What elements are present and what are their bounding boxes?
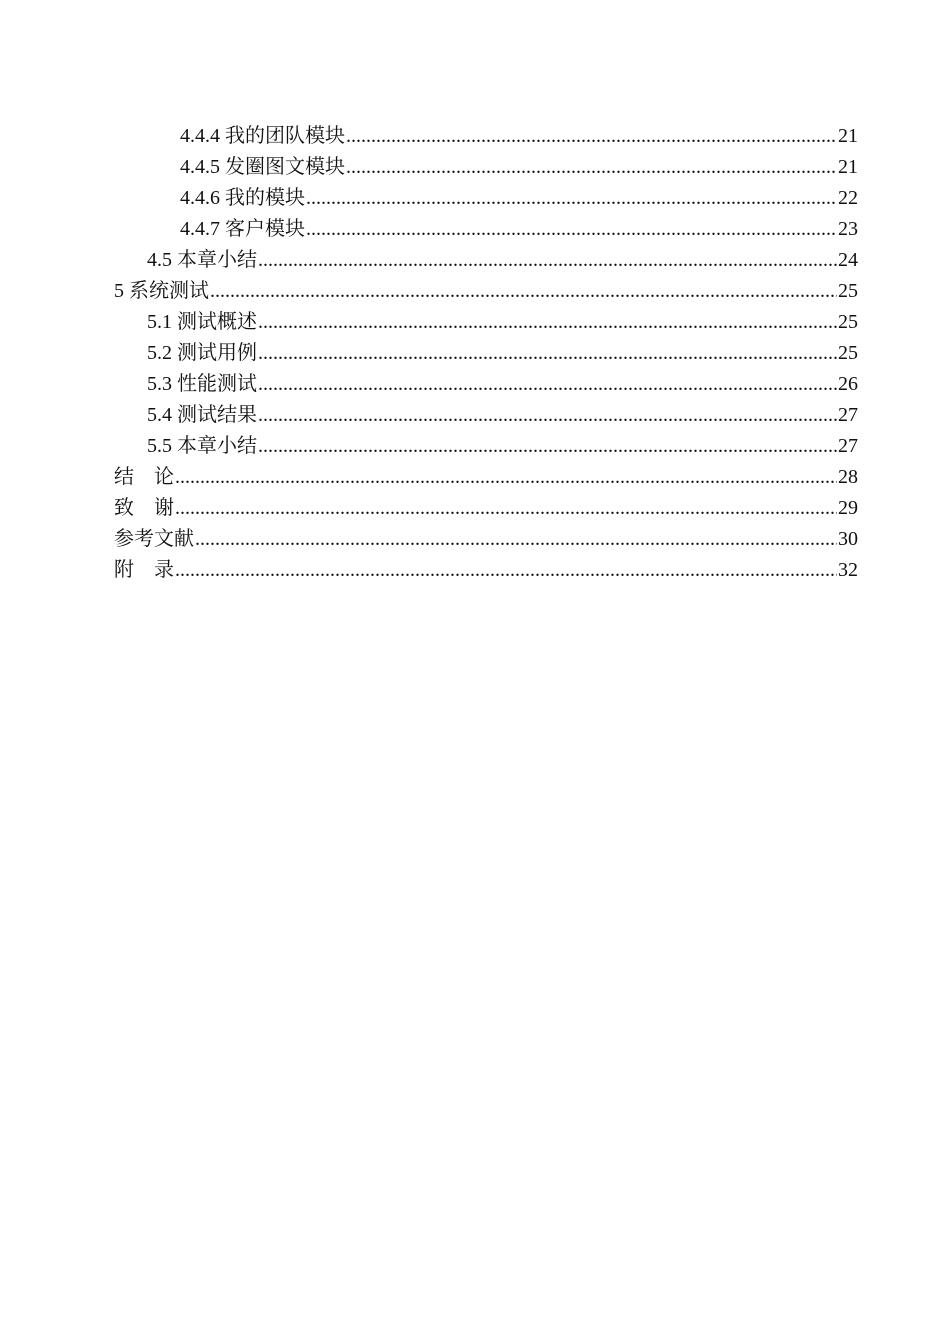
dot-leader: [346, 121, 837, 152]
toc-entry-5-2[interactable]: [147, 338, 858, 369]
toc-entry-4-5[interactable]: [147, 245, 858, 276]
toc-entry-title: 5.4 测试结果: [147, 404, 257, 426]
dot-leader: [258, 307, 837, 338]
toc-entry-title: 4.4.6 我的模块: [180, 187, 305, 209]
toc-entry-page: 27: [838, 435, 858, 457]
toc-entry-title: 4.5 本章小结: [147, 249, 257, 271]
toc-entry-page: 21: [838, 125, 858, 147]
toc-entry-4-4-6[interactable]: [180, 183, 858, 214]
toc-entry-references[interactable]: [114, 524, 858, 555]
toc-entry-title: 4.4.4 我的团队模块: [180, 125, 345, 147]
toc-entry-title: 5.3 性能测试: [147, 373, 257, 395]
toc-entry-page: 22: [838, 187, 858, 209]
toc-entry-title: 5 系统测试: [114, 280, 209, 302]
toc-entry-5[interactable]: [114, 276, 858, 307]
dot-leader: [210, 276, 837, 307]
dot-leader: [258, 431, 837, 462]
toc-entry-page: 26: [838, 373, 858, 395]
toc-entry-conclusion[interactable]: [114, 462, 858, 493]
toc-entry-5-5[interactable]: [147, 431, 858, 462]
toc-entry-4-4-4[interactable]: [180, 121, 858, 152]
toc-entry-title: 5.5 本章小结: [147, 435, 257, 457]
toc-entry-title: 5.2 测试用例: [147, 342, 257, 364]
dot-leader: [195, 524, 837, 555]
toc-entry-page: 25: [838, 280, 858, 302]
toc-entry-page: 25: [838, 311, 858, 333]
dot-leader: [175, 493, 837, 524]
toc-entry-5-4[interactable]: [147, 400, 858, 431]
toc-entry-page: 23: [838, 218, 858, 240]
toc-entry-acknowledgements[interactable]: [114, 493, 858, 524]
toc-entry-title: 4.4.5 发圈图文模块: [180, 156, 345, 178]
toc-entry-5-3[interactable]: [147, 369, 858, 400]
dot-leader: [306, 214, 837, 245]
dot-leader: [258, 400, 837, 431]
toc-entry-5-1[interactable]: [147, 307, 858, 338]
toc-entry-page: 27: [838, 404, 858, 426]
toc-entry-title: 参考文献: [114, 528, 194, 550]
toc-entry-page: 30: [838, 528, 858, 550]
toc-entry-title: 4.4.7 客户模块: [180, 218, 305, 240]
dot-leader: [306, 183, 837, 214]
dot-leader: [258, 338, 837, 369]
table-of-contents: [0, 121, 950, 586]
toc-entry-page: 29: [838, 497, 858, 519]
toc-entry-appendix[interactable]: [114, 555, 858, 586]
toc-entry-page: 28: [838, 466, 858, 488]
dot-leader: [346, 152, 837, 183]
dot-leader: [175, 462, 837, 493]
toc-entry-title: 5.1 测试概述: [147, 311, 257, 333]
toc-entry-page: 32: [838, 559, 858, 581]
toc-entry-page: 21: [838, 156, 858, 178]
toc-entry-title: 附 录: [114, 559, 174, 581]
toc-entry-title: 致 谢: [114, 497, 174, 519]
toc-entry-title: 结 论: [114, 466, 174, 488]
dot-leader: [175, 555, 837, 586]
toc-entry-4-4-5[interactable]: [180, 152, 858, 183]
toc-entry-page: 25: [838, 342, 858, 364]
dot-leader: [258, 245, 837, 276]
toc-entry-page: 24: [838, 249, 858, 271]
dot-leader: [258, 369, 837, 400]
toc-entry-4-4-7[interactable]: [180, 214, 858, 245]
